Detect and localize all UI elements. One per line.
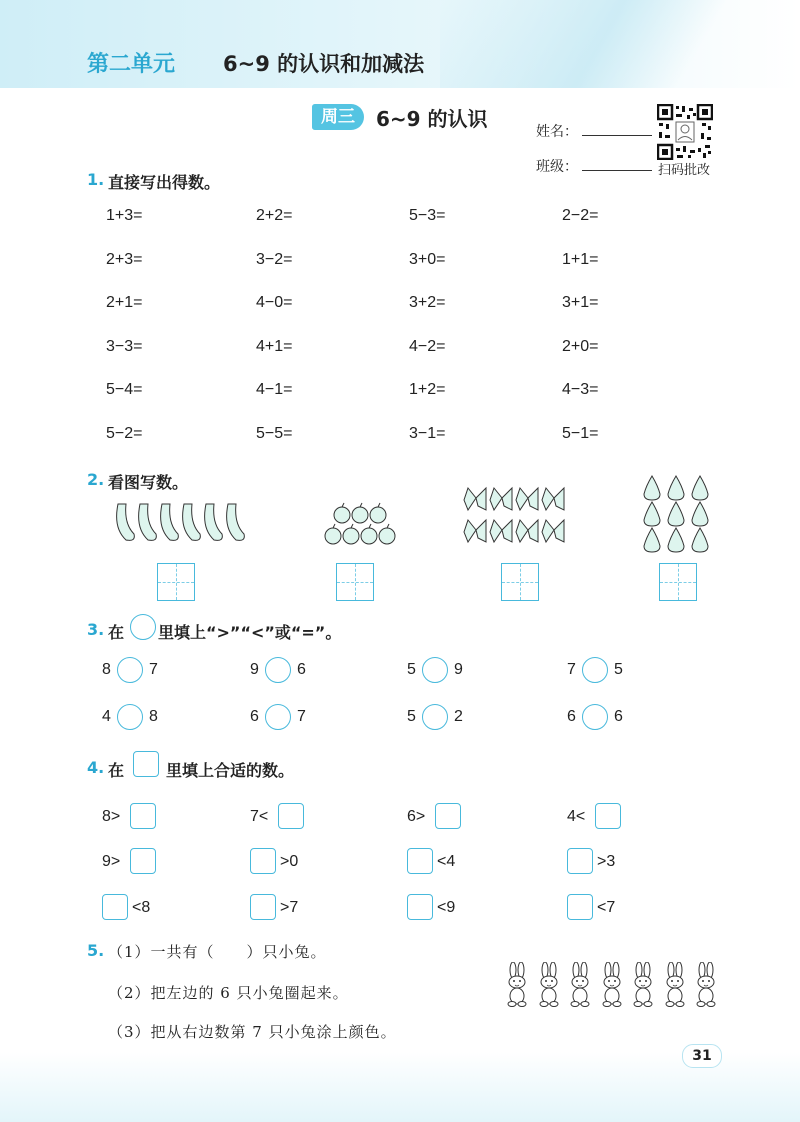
- equation: 2+3=: [106, 250, 143, 268]
- fill-expression: <9: [437, 899, 456, 916]
- q5-line-3: （3）把从右边数第 7 只小兔涂上颜色。: [108, 1023, 397, 1041]
- compare-circle[interactable]: [117, 704, 143, 730]
- page-number: 31: [682, 1044, 722, 1068]
- equation: 5−3=: [409, 207, 446, 224]
- compare-circle[interactable]: [582, 704, 608, 730]
- equation: 1+2=: [409, 381, 446, 398]
- class-label: 班级：: [536, 159, 578, 175]
- apple-icon: [322, 500, 398, 548]
- fill-box[interactable]: [102, 894, 128, 920]
- equation: 1+3=: [106, 207, 143, 224]
- equation: 4+1=: [256, 337, 293, 355]
- equation: 4−1=: [256, 381, 293, 398]
- name-label: 姓名：: [536, 124, 578, 140]
- compare-left-number: 8: [102, 661, 111, 678]
- q3-number: 3.: [87, 620, 105, 639]
- compare-right-number: 6: [614, 708, 623, 725]
- equation: 3+1=: [562, 294, 599, 311]
- q3-prompt-post: 里填上“>”“<”或“=”。: [158, 623, 342, 642]
- compare-right-number: 7: [297, 708, 306, 725]
- q1-prompt: 直接写出得数。: [108, 173, 221, 192]
- q2-answer-box-2[interactable]: [336, 563, 374, 601]
- compare-circle[interactable]: [582, 657, 608, 683]
- equation: 2+2=: [256, 207, 293, 224]
- fill-expression: 4<: [567, 808, 586, 825]
- compare-circle[interactable]: [422, 704, 448, 730]
- unit-title: 6~9 的认识和加减法: [223, 52, 425, 76]
- rabbit-icon[interactable]: [503, 962, 531, 1008]
- q2-answer-box-1[interactable]: [157, 563, 195, 601]
- fill-expression: >3: [597, 853, 616, 870]
- fill-expression: 9>: [102, 853, 121, 870]
- fill-expression: 6>: [407, 808, 426, 825]
- fill-expression: 8>: [102, 808, 121, 825]
- fill-expression: >0: [280, 853, 299, 870]
- fill-box[interactable]: [250, 894, 276, 920]
- compare-left-number: 7: [567, 661, 576, 678]
- compare-right-number: 5: [614, 661, 623, 678]
- fill-box[interactable]: [567, 848, 593, 874]
- qr-code-icon[interactable]: [657, 104, 713, 160]
- q2-answer-box-3[interactable]: [501, 563, 539, 601]
- equation: 5−1=: [562, 424, 599, 442]
- compare-right-number: 8: [149, 708, 158, 725]
- fill-box[interactable]: [435, 803, 461, 829]
- compare-right-number: 2: [454, 708, 463, 725]
- equation: 4−0=: [256, 294, 293, 311]
- compare-left-number: 4: [102, 708, 111, 725]
- equation: 5−4=: [106, 381, 143, 398]
- q2-answer-box-4[interactable]: [659, 563, 697, 601]
- equation: 3−1=: [409, 424, 446, 442]
- compare-right-number: 9: [454, 661, 463, 678]
- pear-icon: [638, 472, 718, 556]
- q3-prompt-circle-sample: [130, 614, 156, 640]
- rabbit-icon[interactable]: [661, 962, 689, 1008]
- q5-line-2: （2）把左边的 6 只小兔圈起来。: [108, 984, 349, 1002]
- name-field[interactable]: [582, 135, 652, 136]
- fill-box[interactable]: [567, 894, 593, 920]
- compare-left-number: 9: [250, 661, 259, 678]
- equation: 2−2=: [562, 207, 599, 224]
- q4-prompt-pre: 在: [108, 761, 125, 780]
- fill-box[interactable]: [595, 803, 621, 829]
- equation: 2+1=: [106, 294, 143, 311]
- equation: 3+0=: [409, 250, 446, 268]
- q4-prompt-post: 里填上合适的数。: [166, 761, 295, 780]
- q2-prompt: 看图写数。: [108, 473, 189, 492]
- q2-number: 2.: [87, 470, 105, 489]
- compare-circle[interactable]: [265, 704, 291, 730]
- day-badge: 周三: [312, 104, 364, 130]
- q4-number: 4.: [87, 758, 105, 777]
- footer-band: [0, 1052, 800, 1122]
- fill-expression: <8: [132, 899, 151, 916]
- fill-box[interactable]: [278, 803, 304, 829]
- equation: 4−3=: [562, 381, 599, 398]
- equation: 5−5=: [256, 424, 293, 442]
- compare-right-number: 7: [149, 661, 158, 678]
- compare-left-number: 6: [567, 708, 576, 725]
- equation: 5−2=: [106, 424, 143, 442]
- rabbit-icon[interactable]: [598, 962, 626, 1008]
- fill-box[interactable]: [250, 848, 276, 874]
- q4-prompt-box-sample: [133, 751, 159, 777]
- fill-box[interactable]: [407, 894, 433, 920]
- fill-expression: <4: [437, 853, 456, 870]
- unit-label: 第二单元: [87, 52, 176, 77]
- q3-prompt-pre: 在: [108, 623, 125, 642]
- compare-circle[interactable]: [265, 657, 291, 683]
- equation: 3+2=: [409, 294, 446, 311]
- butterfly-icon: [462, 484, 574, 550]
- compare-right-number: 6: [297, 661, 306, 678]
- fill-box[interactable]: [130, 848, 156, 874]
- qr-caption: 扫码批改: [658, 163, 711, 178]
- q5-line-1: （1）一共有（ ）只小兔。: [108, 943, 327, 961]
- compare-circle[interactable]: [422, 657, 448, 683]
- rabbit-icon[interactable]: [535, 962, 563, 1008]
- q1-number: 1.: [87, 170, 105, 189]
- lesson-title: 6~9 的认识: [376, 107, 488, 131]
- equation: 3−2=: [256, 250, 293, 268]
- fill-expression: >7: [280, 899, 299, 916]
- fill-box[interactable]: [130, 803, 156, 829]
- fill-box[interactable]: [407, 848, 433, 874]
- compare-left-number: 5: [407, 661, 416, 678]
- fill-expression: <7: [597, 899, 616, 916]
- q5-number: 5.: [87, 941, 105, 960]
- rabbit-icon[interactable]: [566, 962, 594, 1008]
- equation: 1+1=: [562, 250, 599, 268]
- fill-expression: 7<: [250, 808, 269, 825]
- compare-left-number: 5: [407, 708, 416, 725]
- equation: 4−2=: [409, 337, 446, 355]
- compare-left-number: 6: [250, 708, 259, 725]
- compare-circle[interactable]: [117, 657, 143, 683]
- equation: 3−3=: [106, 337, 143, 355]
- rabbit-icon[interactable]: [692, 962, 720, 1008]
- rabbit-icon[interactable]: [629, 962, 657, 1008]
- banana-icon: [110, 498, 250, 546]
- equation: 2+0=: [562, 337, 599, 355]
- class-field[interactable]: [582, 170, 652, 171]
